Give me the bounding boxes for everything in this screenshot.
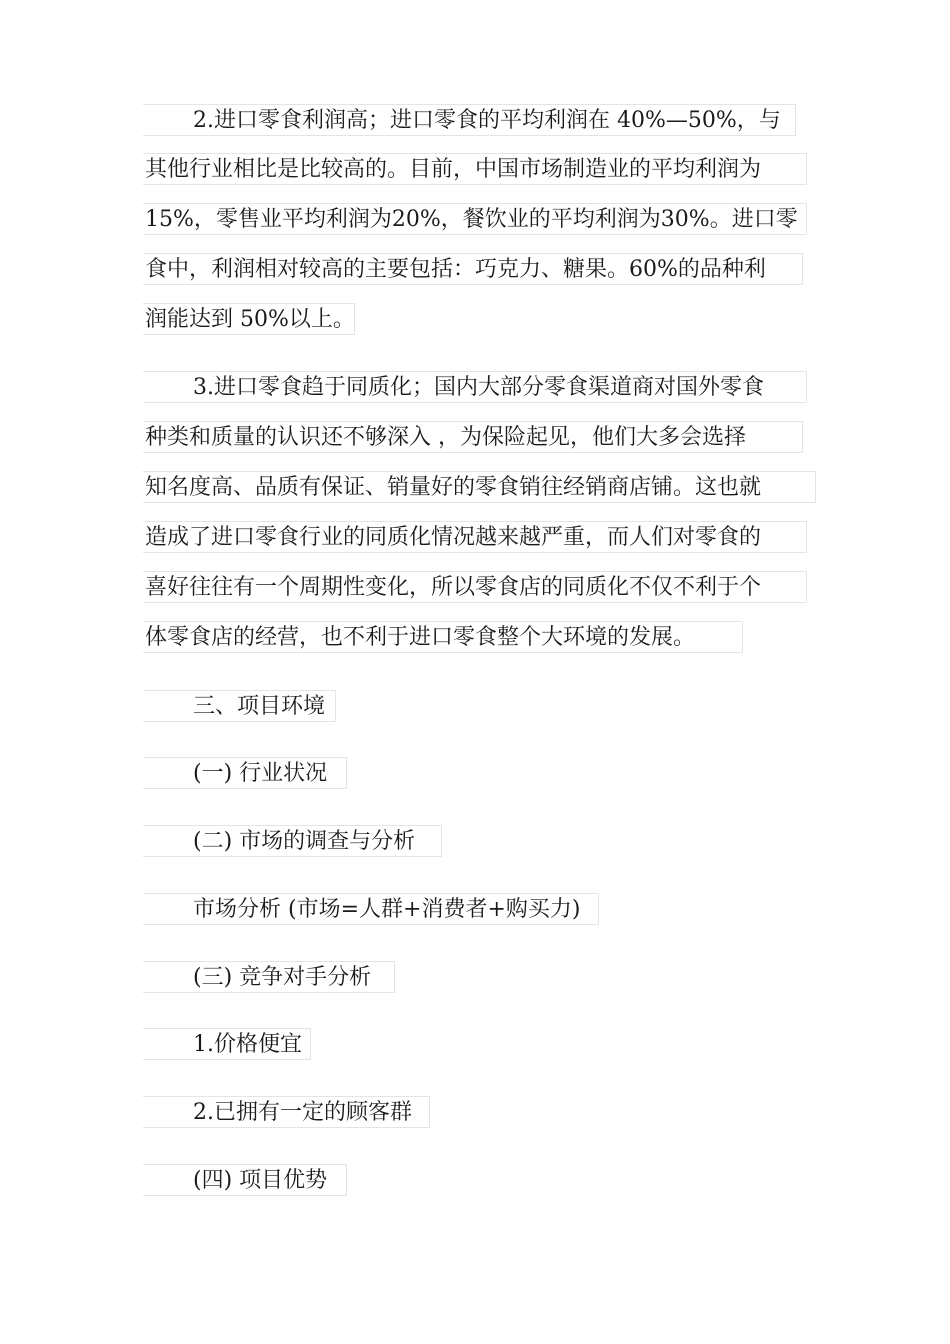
paragraph-2-line-2: 其他行业相比是比较高的。目前，中国市场制造业的平均利润为	[143, 153, 807, 185]
paragraph-3-line-6: 体零食店的经营，也不利于进口零食整个大环境的发展。	[143, 621, 743, 653]
paragraph-2-line-4: 食中，利润相对较高的主要包括：巧克力、糖果。60%的品种利	[143, 253, 803, 285]
paragraph-2-line-1: 2.进口零食利润高；进口零食的平均利润在 40%—50%，与	[143, 104, 796, 136]
paragraph-3-line-3: 知名度高、品质有保证、销量好的零食销往经销商店铺。这也就	[143, 471, 816, 503]
subsection-4-heading: (四) 项目优势	[143, 1164, 347, 1196]
paragraph-3-line-2: 种类和质量的认识还不够深入 ，为保险起见，他们大多会选择	[143, 421, 803, 453]
paragraph-3-line-1: 3.进口零食趋于同质化；国内大部分零食渠道商对国外零食	[143, 371, 807, 403]
subsection-1-heading: (一) 行业状况	[143, 757, 347, 789]
paragraph-2-line-3: 15%，零售业平均利润为20%，餐饮业的平均利润为30%。进口零	[143, 203, 807, 235]
competitor-point-1: 1.价格便宜	[143, 1028, 311, 1060]
paragraph-2-line-5: 润能达到 50%以上。	[143, 303, 355, 335]
subsection-2-heading: (二) 市场的调查与分析	[143, 825, 442, 857]
section-3-title: 三、项目环境	[143, 690, 336, 722]
market-analysis-line: 市场分析 (市场=人群+消费者+购买力)	[143, 893, 599, 925]
competitor-point-2: 2.已拥有一定的顾客群	[143, 1096, 430, 1128]
subsection-3-heading: (三) 竞争对手分析	[143, 961, 395, 993]
paragraph-3-line-4: 造成了进口零食行业的同质化情况越来越严重，而人们对零食的	[143, 521, 807, 553]
paragraph-3-line-5: 喜好往往有一个周期性变化，所以零食店的同质化不仅不利于个	[143, 571, 807, 603]
